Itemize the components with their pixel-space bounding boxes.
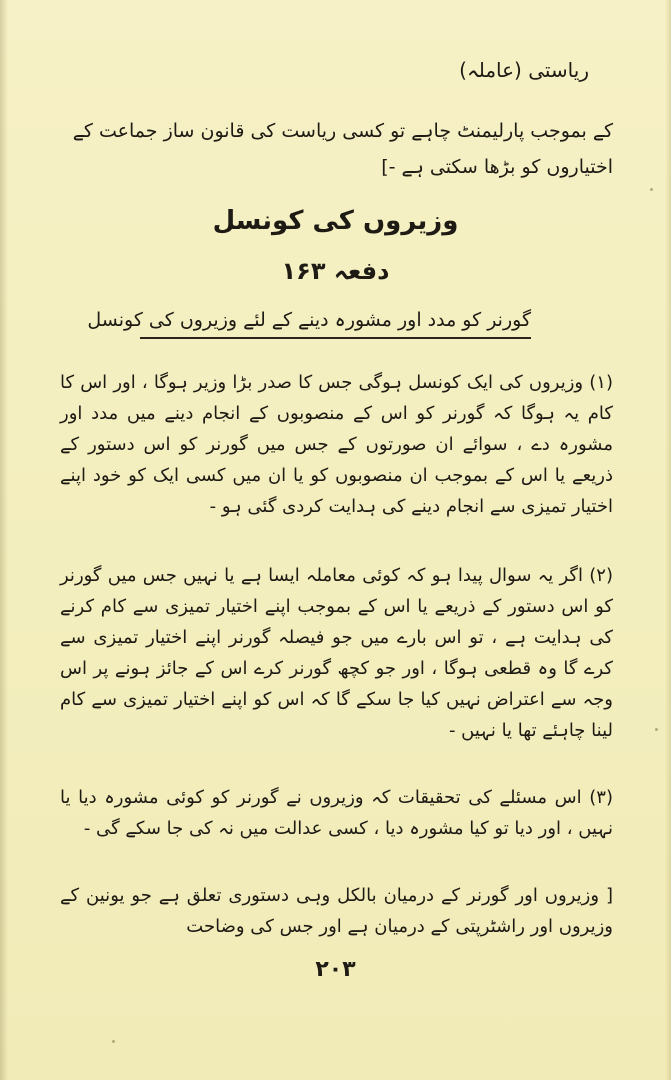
bracketed-note: [ وزیروں اور گورنر کے درمیان بالکل وہی دستوری تعلق ہے جو یونین کے وزیروں اور راشٹرپتی کے درمیان ہے اور جس کی وضاحت <box>60 885 613 937</box>
page-left-edge-shadow <box>0 0 8 1080</box>
section-number: دفعہ ۱۶۳ <box>281 257 390 285</box>
clause-1: (۱) وزیروں کی ایک کونسل ہوگی جس کا صدر بڑا وزیر ہوگا ، اور اس کا کام یہ ہوگا کہ گورنر کو اس کے منصوبوں کے انجام دینے میں مدد اور مشورہ دے ، سوائے ان صورتوں کے جس میں گورنر کو اس دستور کے ذریعے یا اس کے بموجب ان منصوبوں کو یا ان میں کسی ایک کو خود اپنے اختیار تمیزی سے انجام دینے کی ہدایت کردی گئی ہو - <box>60 372 613 517</box>
paper-speck <box>655 728 658 731</box>
clause-3: (۳) اس مسئلے کی تحقیقات کہ وزیروں نے گورنر کو کوئی مشورہ دیا یا نہیں ، اور دیا تو کیا مشورہ دیا ، کسی عدالت میں نہ کی جا سکے گی - <box>60 787 613 839</box>
clause-2: (۲) اگر یہ سوال پیدا ہو کہ کوئی معاملہ ایسا ہے یا نہیں جس میں گورنر کو اس دستور کے ذریعے یا اس کے بموجب اپنے اختیار تمیزی سے کام کرنے کی ہدایت ہے ، تو اس بارے میں جو فیصلہ گورنر اپنے اختیار تمیزی سے کرے گا وہ قطعی ہوگا ، اور جو کچھ گورنر کرے اس کے جائز ہونے پر اس وجہ سے اعتراض نہیں کیا جا سکے گا کہ اس کو اپنے اختیار تمیزی سے کام لینا چاہئے تھا یا نہیں - <box>60 565 613 741</box>
running-head: ریاستی (عاملہ) <box>459 58 589 82</box>
page-right-edge-shadow <box>665 0 671 1080</box>
page-number: ۲۰۳ <box>315 957 356 982</box>
paper-speck <box>650 188 653 191</box>
intro-paragraph: کے بموجب پارلیمنٹ چاہے تو کسی ریاست کی قانون ساز جماعت کے اختیاروں کو بڑھا سکتی ہے -] <box>72 120 613 178</box>
section-title: وزیروں کی کونسل <box>212 206 459 236</box>
section-heading: گورنر کو مدد اور مشورہ دینے کے لئے وزیروں کی کونسل <box>140 305 531 339</box>
paper-speck <box>112 1040 115 1043</box>
